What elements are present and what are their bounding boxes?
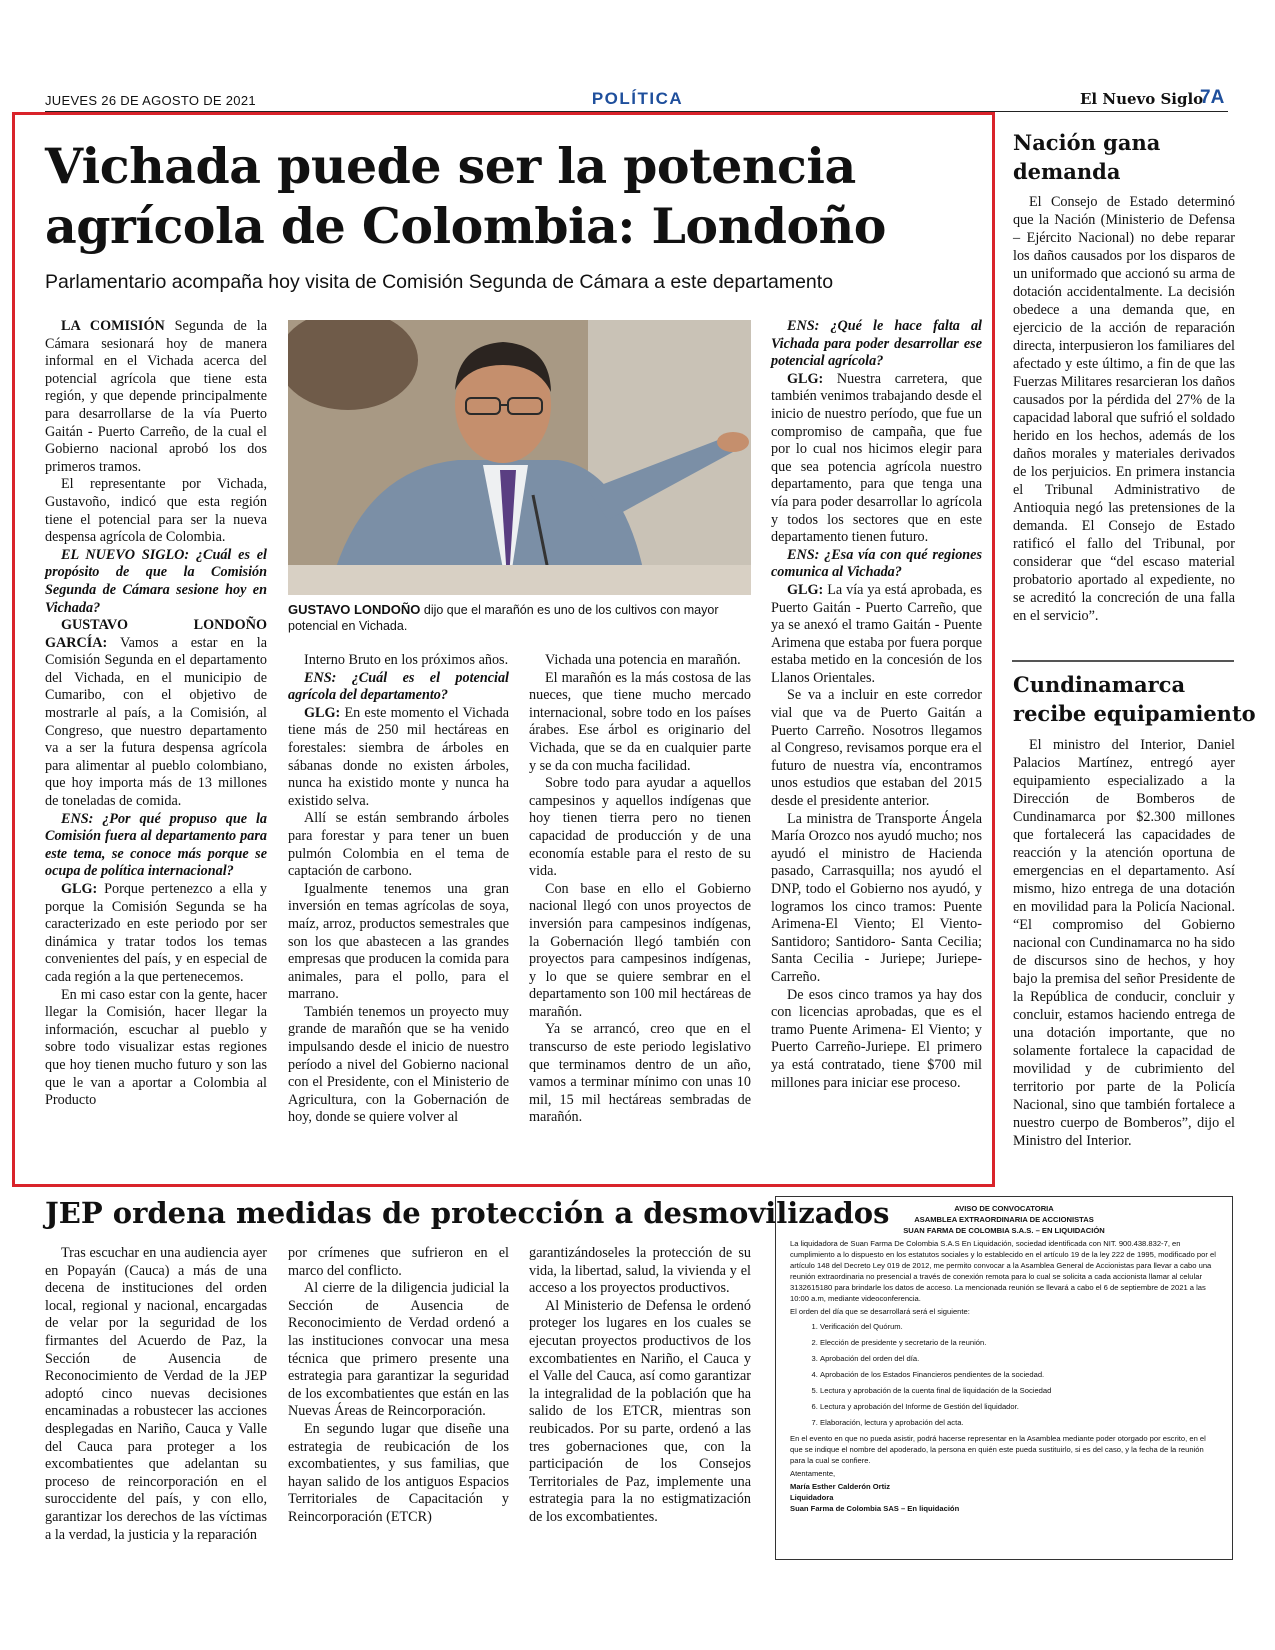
article-paragraph <box>45 881 267 987</box>
paragraph-text: Vamos a estar en la Comisión Segunda en el departamento del Vichada, en el municipio de Cumaribo, con el objetivo de mostrarle al país, a la Comisión, al Congreso, que nuestro departamento va a ser la futura despensa agrícola para alimentar al pueblo colombiano, que hoy importa más de 13 millones de toneladas de comida. <box>45 634 267 810</box>
notice-agenda-item: 2. Elección de presidente y secretario de la reunión. <box>820 1337 1218 1348</box>
notice-agenda-item: 1. Verificación del Quórum. <box>820 1321 1218 1332</box>
paragraph-text: Se va a incluir en este corredor vial que va de Puerto Gaitán a Puerto Carreño. Nosotros llegamos al Congreso, revisamos porque era el futuro de nuestra vía, encontramos unos estudios que estaban del 2015 desde el presidente anterior. <box>771 687 982 810</box>
paragraph-lead: GLG: <box>304 704 341 721</box>
article-paragraph <box>771 318 982 371</box>
sidebar-story-2-text: El ministro del Interior, Daniel Palacios Martínez, entregó ayer equipamiento especializado a la Dirección de Bomberos de Cundinamarca por $2.300 millones que fortalecerá las capacidades de reacción y la atención oportuna de emergencias en el departamento. Así mismo, hizo entrega de una dotación en movilidad para la Policía Nacional. “El compromiso del Gobierno nacional con Cundinamarca no ha sido de discursos sino de hechos, y hoy bajo la premisa del señor Presidente de la República de conducir, concluir y concluir, estamos haciendo entrega de una dotación importante, que no solamente fortalece la capacidad de movilidad y de cubrimiento del territorio por parte de la Policía Nacional, sino que también fortalece a nuestro cuerpo de Bomberos”, dijo el Ministro del Interior. <box>1013 737 1235 1149</box>
article-paragraph <box>771 371 982 547</box>
notice-closing: En el evento en que no pueda asistir, podrá hacerse representar en la Asamblea mediante poder otorgado por escrito, en el que se indique el nombre del apoderado, la persona en quién este pueda sustituirlo, si es del caso, y la fecha de la reunión para la cual se confiere. <box>790 1434 1206 1465</box>
paragraph-text: Con base en ello el Gobierno nacional llegó con unos proyectos de inversión para campesinos indígenas, la Gobernación llegó también con proyectos para campesinos indígenas, y lo que se quiere sembrar en el departamento son 100 mil hectáreas de marañón. <box>529 880 751 1020</box>
notice-title: AVISO DE CONVOCATORIA <box>954 1204 1054 1213</box>
notice-agenda-item: 4. Aprobación de los Estados Financieros pendientes de la sociedad. <box>820 1369 1218 1380</box>
article-paragraph <box>529 1021 751 1127</box>
jep-column-2-para-2: Al cierre de la diligencia judicial la Sección de Ausencia de Reconocimiento de Verdad ordenó a las instituciones convocar una mesa técnica que primero presente una estrategia para garantizar la seguridad de los excombatientes que están en las Nuevas Áreas de Reincorporación. <box>288 1280 509 1420</box>
paragraph-lead: GLG: <box>787 581 824 598</box>
article-paragraph <box>529 775 751 881</box>
paragraph-text: Sobre todo para ayudar a aquellos campesinos y aquellos indígenas que hoy tienen tierra pero no tienen capacidad de producción y de una economía estable para el resto de su vida. <box>529 775 751 880</box>
paragraph-text: Interno Bruto en los próximos años. <box>304 652 509 668</box>
notice-regards: Atentamente, <box>790 1469 836 1478</box>
notice-agenda-list <box>820 1321 1218 1428</box>
jep-column-1 <box>45 1245 267 1544</box>
article-paragraph <box>288 652 509 670</box>
article-paragraph <box>771 582 982 688</box>
sidebar-story-2 <box>1013 736 1235 1150</box>
article-paragraph <box>45 987 267 1110</box>
paragraph-lead: GLG: <box>787 370 824 387</box>
paragraph-text: La vía ya está aprobada, es Puerto Gaitán - Puerto Carreño, que ya se anexó el tramo Gaitán - Puente Arimena que estaba por fuera porque estaba metido en la concesión de los Llanos Orientales. <box>771 581 982 686</box>
notice-agenda-item: 5. Lectura y aprobación de la cuenta final de liquidación de la Sociedad <box>820 1385 1218 1396</box>
newspaper-name: El Nuevo Siglo <box>1080 90 1204 108</box>
article-paragraph <box>771 987 982 1093</box>
paragraph-text: Segunda de la Cámara sesionará hoy de manera informal en el Vichada acerca del potencial agrícola que tiene esta región, y que depende principalmente para desarrollarse de la vía Puerto Gaitán - Puerto Carreño, de la cual el Gobierno nacional aprobó los dos primeros tramos. <box>45 318 267 475</box>
notice-agenda-intro: El orden del día que se desarrollará será el siguiente: <box>790 1307 970 1316</box>
paragraph-text: También tenemos un proyecto muy grande de marañón que se ha venido impulsando desde el inicio de nuestro período a nivel del Gobierno nacional con el Presidente, con el Ministerio de Agricultura, con la Gobernación de hoy, donde se quiere volver al <box>288 1003 509 1126</box>
paragraph-lead: ENS: ¿Qué le hace falta al Vichada para poder desarrollar ese potencial agrícola? <box>771 318 982 370</box>
jep-column-1-text: Tras escuchar en una audiencia ayer en Popayán (Cauca) a más de una decena de instituciones del orden local, regional y nacional, encargadas de velar por la seguridad de los firmantes del Acuerdo de Paz, la Sección de Ausencia de Reconocimiento de Verdad de la JEP adoptó cinco nuevas decisiones encaminadas a robustecer las acciones desplegadas en Nariño, Cauca y Valle del Cauca para proteger a los excombatientes que adelantan su proceso de reincorporación en el suroccidente del país, y con ello, garantizar los derechos de las víctimas a la verdad, la justicia y la reparación <box>45 1245 267 1543</box>
paragraph-text: Igualmente tenemos una gran inversión en temas agrícolas de soya, maíz, arroz, productos semestrales que son los que abastecen a las grandes empresas que producen la comida para animales, para el pollo, para el marrano. <box>288 880 509 1003</box>
paragraph-text: El marañón es la más costosa de las nueces, que tiene mucho mercado internacional, sobre todo en los países árabes. Ese árbol es originario del Vichada, que se da en cualquier parte y se da con mucha facilidad. <box>529 669 751 774</box>
article-paragraph <box>288 1004 509 1127</box>
notice-signatory-role: Liquidadora <box>790 1493 834 1502</box>
article-paragraph <box>529 881 751 1022</box>
article-paragraph <box>45 476 267 546</box>
article-paragraph <box>45 318 267 476</box>
paragraph-lead: ENS: ¿Cuál es el potencial agrícola del departamento? <box>288 669 509 704</box>
sidebar-rule <box>1012 660 1234 662</box>
article-paragraph <box>45 547 267 617</box>
notice-agenda-item: 6. Lectura y aprobación del Informe de Gestión del liquidador. <box>820 1401 1218 1412</box>
paragraph-text: Nuestra carretera, que también venimos trabajando desde el inicio de nuestro período, que fue un compromiso de campaña, que fue por lo cual nos hicimos elegir para que sea potencia agrícola nuestro departamento, para que tenga una vía para poder desarrollar lo agrícola y todos los sectores que en este departamento tienen futuro. <box>771 370 982 546</box>
article-paragraph <box>288 670 509 705</box>
sidebar-title-1-line-2: demanda <box>1013 159 1121 184</box>
paragraph-text: La ministra de Transporte Ángela María Orozco nos ayudó mucho; nos ayudó el ministro de Hacienda pasado, Carrasquilla; nos ayudó el DNP, todo el Gobierno nos ayudó, y logramos los cinco tramos: Puente Arimena-El Viento; El Viento- Santidoro; Santidoro- Santa Cecilia; Santa Cecilia - Juriepe; Juriepe-Carreño. <box>771 810 982 985</box>
article-paragraph <box>771 547 982 582</box>
caption-name: GUSTAVO LONDOÑO <box>288 602 421 617</box>
headline-line-1: Vichada puede ser la potencia <box>45 137 856 195</box>
paragraph-lead: EL NUEVO SIGLO: ¿Cuál es el propósito de que la Comisión Segunda de Cámara sesione hoy en Vichada? <box>45 546 267 616</box>
caption-text: dijo que el marañón es uno de los cultivos con mayor potencial en Vichada. <box>288 603 719 633</box>
paragraph-lead: GUSTAVO LONDOÑO GARCÍA: <box>45 617 267 651</box>
paragraph-text: En mi caso estar con la gente, hacer llegar la Comisión, hacer llegar la información, escuchar al pueblo y sobre todo visualizar estas regiones que hoy tienen mucho futuro y son las que le van a aportar a Colombia al Producto <box>45 986 267 1109</box>
headline-line-2: agrícola de Colombia: Londoño <box>45 197 886 255</box>
paragraph-text: El representante por Vichada, Gustavoño, indicó que esta región tiene el potencial para ser la nueva despensa agrícola de Colombia. <box>45 476 267 546</box>
shareholders-meeting-notice <box>775 1196 1233 1560</box>
page-number: 7A <box>1200 87 1225 108</box>
article-paragraph <box>771 811 982 987</box>
notice-subtitle: ASAMBLEA EXTRAORDINARIA DE ACCIONISTAS <box>914 1215 1094 1224</box>
article-column-3 <box>529 652 751 1127</box>
notice-signatory: María Esther Calderón Ortiz <box>790 1482 891 1491</box>
article-paragraph <box>288 810 509 880</box>
paragraph-text: Vichada una potencia en marañón. <box>545 652 741 668</box>
jep-column-3-para-1: garantizándoseles la protección de su vida, la libertad, salud, la vivienda y el acceso a los proyectos productivos. <box>529 1245 751 1297</box>
person-speaking-illustration <box>288 320 751 595</box>
paragraph-lead: LA COMISIÓN <box>61 318 165 334</box>
article-column-1 <box>45 318 267 1110</box>
article-paragraph <box>529 652 751 670</box>
main-subheadline: Parlamentario acompaña hoy visita de Comisión Segunda de Cámara a este departamento <box>45 271 834 293</box>
paragraph-text: En este momento el Vichada tiene más de 250 mil hectáreas en forestales: siembra de árboles en sábanas donde no existen árboles, nunca ha existido monte y nunca ha existido selva. <box>288 704 509 809</box>
jep-column-3 <box>529 1245 751 1527</box>
paragraph-text: De esos cinco tramos ya hay dos con licencias aprobadas, que es el tramo Puente Arimena- El Viento; y Puerto Carreño-Juriepe. El primero ya está contratado, tiene $700 mil millones para iniciar ese proceso. <box>771 986 982 1091</box>
jep-column-2-para-3: En segundo lugar que diseñe una estrategia de reubicación de los excombatientes, y sus familias, que hayan salido de los antiguos Espacios Territoriales de Capacitación y Reincorporación (ETCR) <box>288 1420 509 1525</box>
paragraph-text: Ya se arrancó, creo que en el transcurso de este periodo legislativo que terminamos dentro de un año, vamos a terminar mínimo con unas 10 mil, 15 mil hectáreas sembradas de marañón. <box>529 1021 751 1126</box>
sidebar-title-1 <box>1013 128 1160 186</box>
notice-body: La liquidadora de Suan Farma De Colombia S.A.S En Liquidación, sociedad identificada con NIT. 900.438.832-7, en cumplimiento a lo dispuesto en los estatutos sociales y lo establecido en el artículo 19 de la ley 222 de 1995, modificado por el artículo 148 del Decreto Ley 019 de 2012, me permito convocar a la Asamblea General de Accionistas para llevar a cabo una reunión extraordinaria no presencial a través de conexión remota para lo cual se solicita a cada accionista llamar al celular 3132615180 para brindarle los datos de acceso. La mencionada reunión se llevará a cabo el 6 de septiembre de 2021 a las 10:00 a.m, mediante videoconferencia. <box>790 1239 1216 1303</box>
paragraph-lead: GLG: <box>61 881 98 897</box>
jep-column-2-para-1: por crímenes que sufrieron en el marco del conflicto. <box>288 1245 509 1279</box>
notice-signatory-company: Suan Farma de Colombia SAS – En liquidación <box>790 1504 960 1513</box>
paragraph-text: Porque pertenezco a ella y porque la Comisión Segunda se ha caracterizado en este periodo por ser dinámica y tratar todos los temas convenientes del país, y en especial de cada región a la que pertenecemos. <box>45 881 267 985</box>
article-photo <box>288 320 751 595</box>
photo-caption <box>288 602 751 634</box>
article-column-4 <box>771 318 982 1092</box>
main-headline <box>45 136 975 256</box>
sidebar-story-1 <box>1013 193 1235 625</box>
article-paragraph <box>288 881 509 1004</box>
sidebar-title-2 <box>1013 670 1256 728</box>
paragraph-lead: ENS: ¿Esa vía con qué regiones comunica al Vichada? <box>771 546 982 581</box>
sidebar-title-2-line-2: recibe equipamiento <box>1013 701 1256 726</box>
notice-agenda-item: 7. Elaboración, lectura y aprobación del acta. <box>820 1417 1218 1428</box>
article-paragraph <box>529 670 751 776</box>
jep-column-2 <box>288 1245 509 1527</box>
sidebar-title-2-line-1: Cundinamarca <box>1013 672 1186 697</box>
sidebar-title-1-line-1: Nación gana <box>1013 130 1161 155</box>
article-paragraph <box>45 617 267 811</box>
sidebar-story-1-text: El Consejo de Estado determinó que la Nación (Ministerio de Defensa – Ejército Nacional) no debe reparar los daños causados por los disparos de un uniformado que accionó su arma de dotación accidentalmente. La decisión obedece a una demanda que, en ejercicio de la acción de reparación directa, interpusieron los familiares del afectado y este último, a fin de que las Fuerzas Militares resarcieran los daños causados por la pérdida del 27% de la capacidad laboral que sufrió el soldado herido en los hechos, además de los daños morales y materiales derivados de los perjuicios. En primera instancia el Tribunal Administrativo de Antioquia negó las pretensiones de la demanda. El Consejo de Estado ratificó el fallo del Tribunal, por considerar que “del escaso material probatorio aportado al expediente, no se acreditó la concreción de una falla en el servicio”. <box>1013 194 1235 624</box>
article-column-2 <box>288 652 509 1127</box>
article-paragraph <box>45 811 267 881</box>
paragraph-text: Allí se están sembrando árboles para forestar y para tener un buen pulmón Colombia en el tema de captación de carbono. <box>288 810 509 880</box>
notice-company: SUAN FARMA DE COLOMBIA S.A.S. – EN LIQUIDACIÓN <box>903 1226 1105 1235</box>
section-name: POLÍTICA <box>591 89 684 108</box>
article-paragraph <box>288 705 509 811</box>
notice-agenda-item: 3. Aprobación del orden del día. <box>820 1353 1218 1364</box>
issue-date: JUEVES 26 DE AGOSTO DE 2021 <box>45 93 256 108</box>
article-paragraph <box>771 687 982 810</box>
jep-headline: JEP ordena medidas de protección a desmovilizados <box>45 1196 890 1230</box>
jep-column-3-para-2: Al Ministerio de Defensa le ordenó proteger los lugares en los cuales se ejecutan proyectos productivos de los excombatientes en Nariño, el Cauca y el Valle del Cauca, así como garantizar la integralidad de la población que ha salido de los ETCR, mientras son reubicados. Por su parte, ordenó a las tres gobernaciones que, con la participación de los Consejos Territoriales de Paz, implemente una estrategia para la no estigmatización de los excombatientes. <box>529 1297 751 1525</box>
paragraph-lead: ENS: ¿Por qué propuso que la Comisión fuera al departamento para este tema, se conoce más porque se ocupa de política internacional? <box>45 810 267 880</box>
